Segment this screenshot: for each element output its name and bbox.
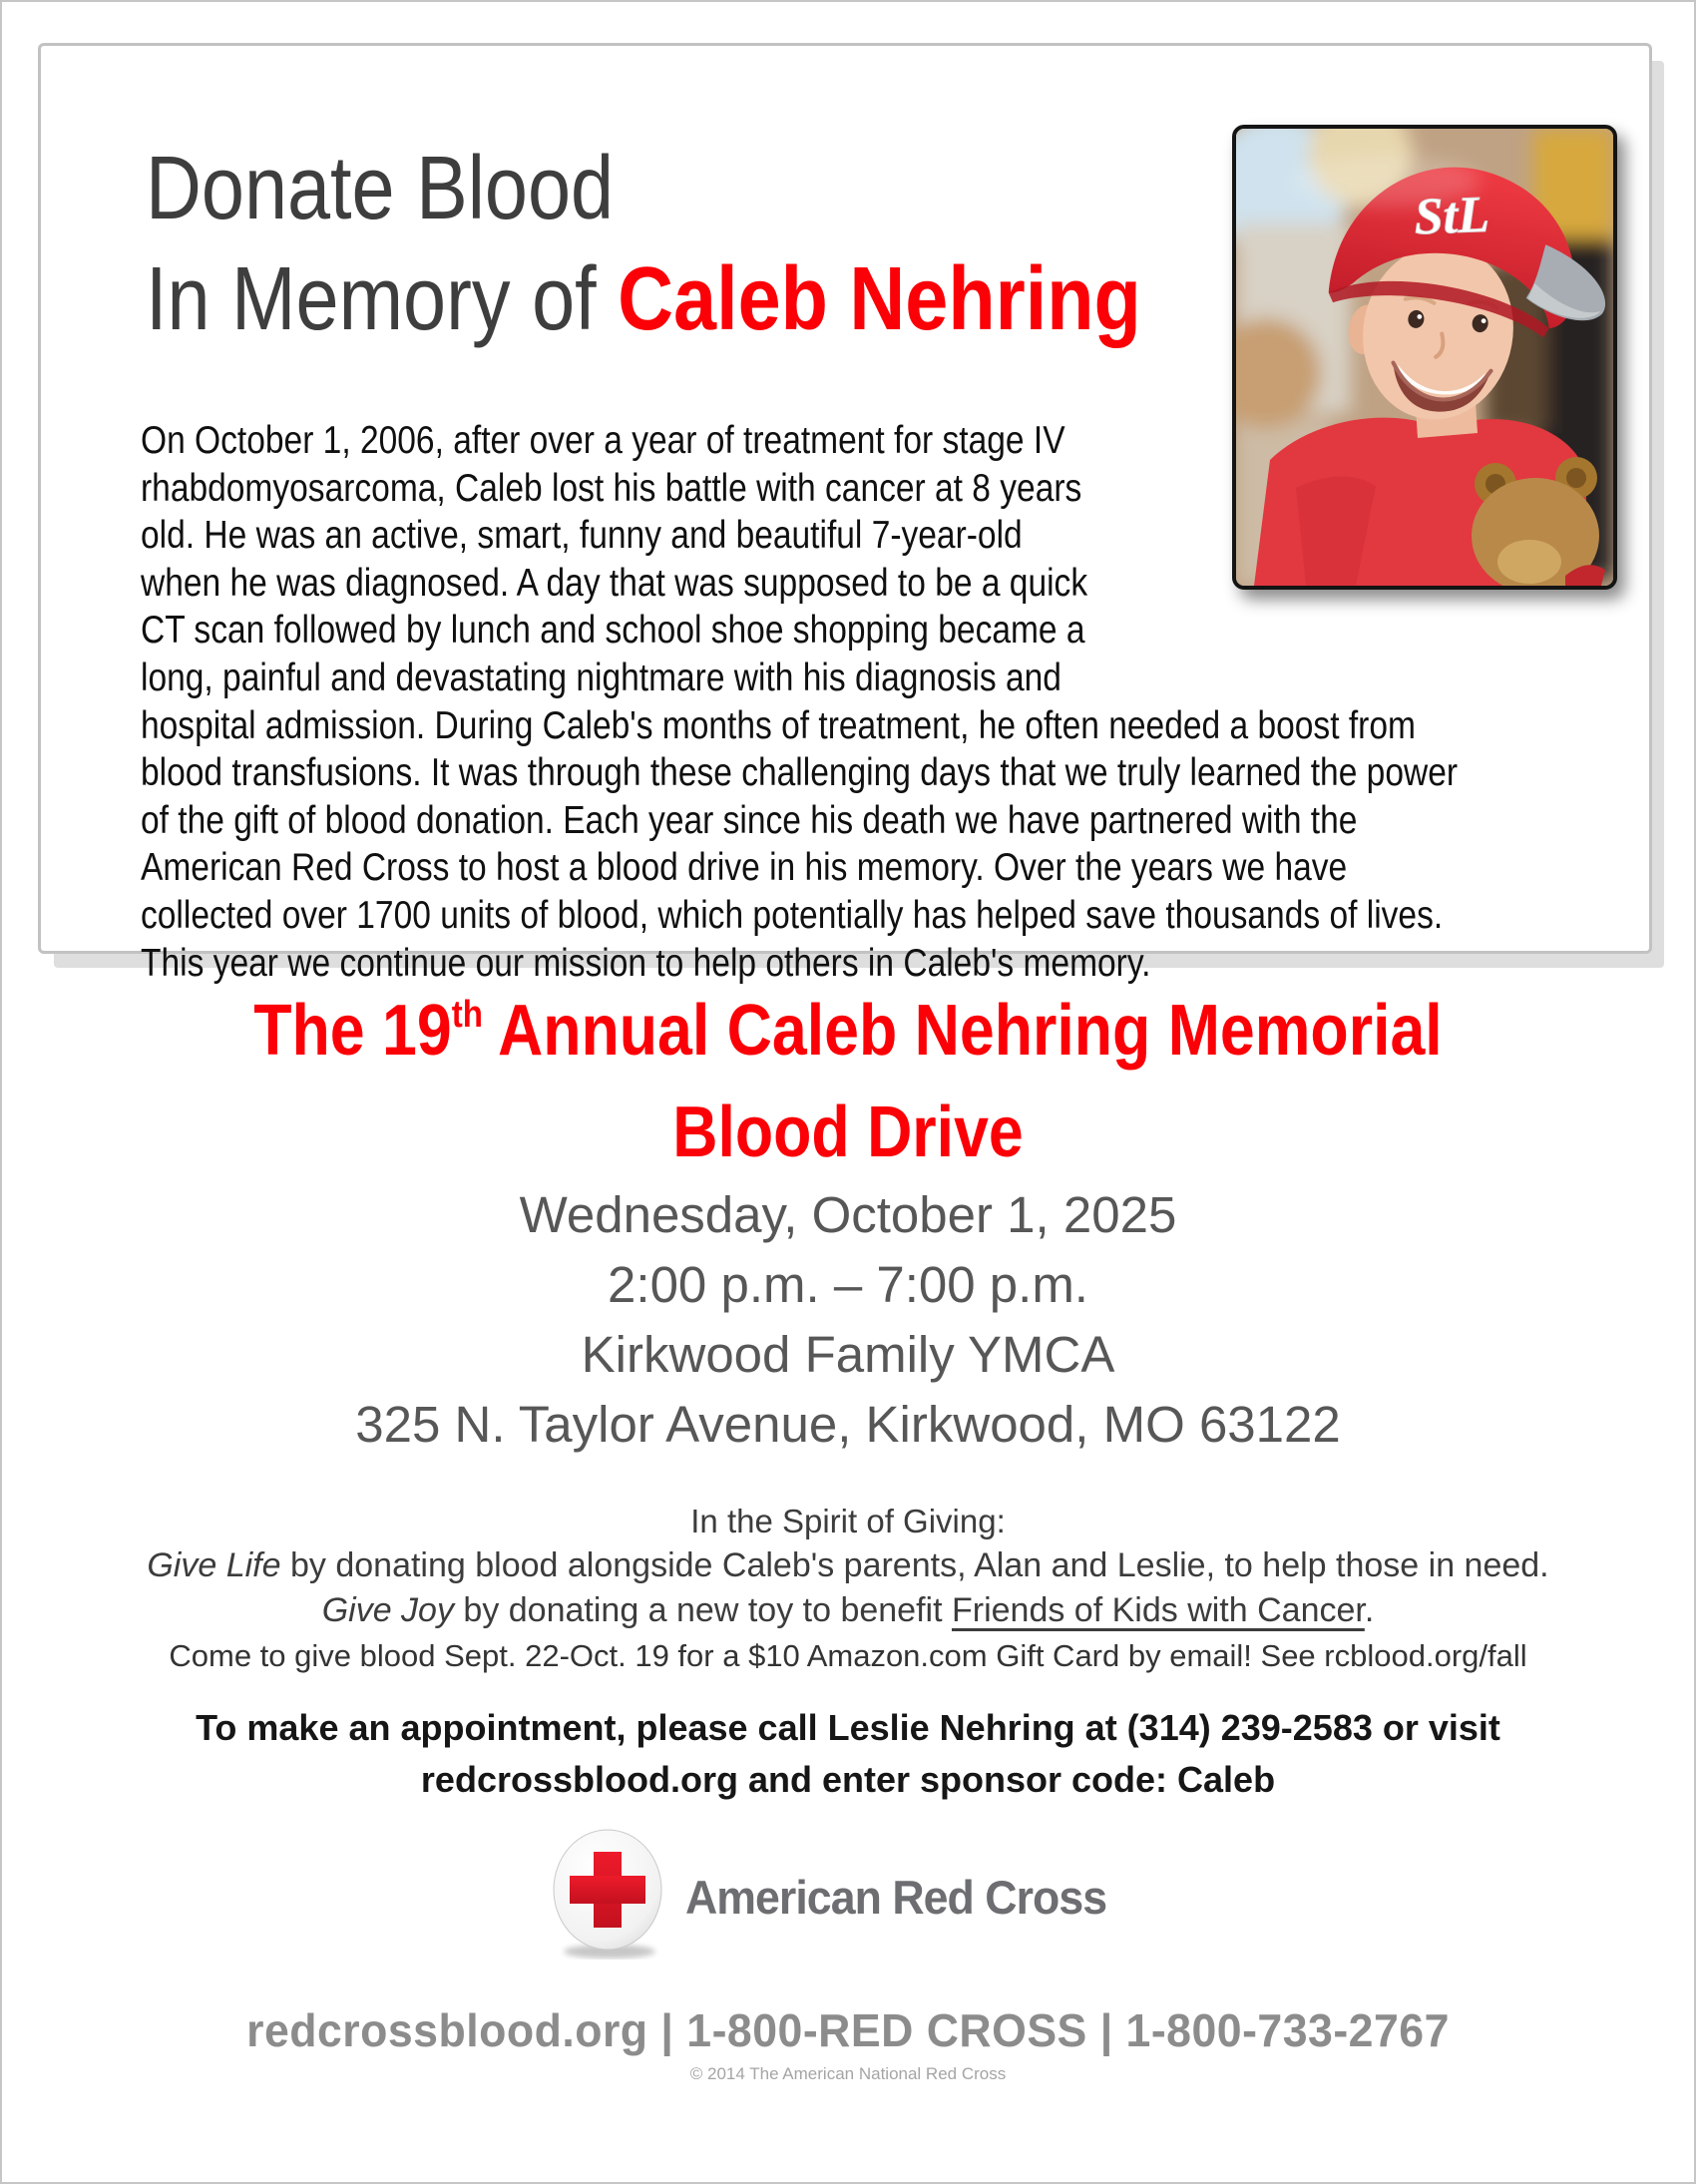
footer-copyright: © 2014 The American National Red Cross [689, 2064, 1007, 2083]
event-heading-suffix: Annual Caleb Nehring Memorial [482, 991, 1443, 1071]
paragraph-line: long, painful and devastating nightmare with his diagnosis and [141, 655, 1061, 699]
event-heading-line-2: Blood Drive [672, 1092, 1024, 1172]
gift-card-promo: Come to give blood Sept. 22-Oct. 19 for a $10 Amazon.com Gift Card by email! See rcblood.org/fall [169, 1638, 1527, 1673]
give-life-text: by donating blood alongside Caleb's parents, Alan and Leslie, to help those in need. [280, 1546, 1549, 1584]
title-memorial-name: Caleb Nehring [618, 249, 1141, 349]
event-date: Wednesday, October 1, 2025 [519, 1186, 1177, 1243]
paragraph-line: old. He was an active, smart, funny and beautiful 7-year-old [141, 514, 1023, 558]
appointment-line-1: To make an appointment, please call Leslie Nehring at (314) 239-2583 or visit [196, 1707, 1500, 1748]
paragraph-line: On October 1, 2006, after over a year of treatment for stage IV [141, 419, 1065, 462]
paragraph-line: blood transfusions. It was through these challenging days that we truly learned the power [141, 751, 1459, 795]
paragraph-line: CT scan followed by lunch and school shoe shopping became a [141, 609, 1085, 653]
give-life-line [0, 1543, 1696, 1588]
friends-of-kids-with-cancer-link[interactable]: Friends of Kids with Cancer [951, 1591, 1365, 1629]
american-red-cross-logo [552, 1824, 1150, 1993]
paragraph-line: hospital admission. During Caleb's months of treatment, he often needed a boost from [141, 703, 1416, 747]
give-life-emphasis: Give Life [147, 1546, 281, 1584]
title-line-2 [146, 244, 1141, 355]
spirit-heading: In the Spirit of Giving: [690, 1503, 1006, 1539]
page-title [146, 134, 1141, 355]
give-joy-line [0, 1588, 1696, 1633]
title-line-1: Donate Blood [146, 139, 615, 238]
event-details [0, 1180, 1696, 1460]
footer [0, 2003, 1696, 2084]
event-heading-ordinal: th [451, 994, 483, 1036]
paragraph-line: when he was diagnosed. A day that was supposed to be a quick [141, 561, 1088, 605]
event-venue: Kirkwood Family YMCA [581, 1326, 1115, 1383]
spirit-of-giving-section [0, 1499, 1696, 1679]
give-joy-period: . [1364, 1591, 1375, 1629]
event-heading-prefix: The 19 [253, 991, 452, 1071]
event-heading-line-1 [111, 986, 1586, 1088]
appointment-line-2: redcrossblood.org and enter sponsor code: Caleb [420, 1759, 1276, 1800]
give-joy-text: by donating a new toy to benefit [453, 1591, 952, 1629]
appointment-info [0, 1702, 1696, 1806]
paragraph-line: rhabdomyosarcoma, Caleb lost his battle with cancer at 8 years [141, 466, 1082, 510]
svg-text:StL: StL [1413, 186, 1490, 246]
event-time: 2:00 p.m. – 7:00 p.m. [608, 1256, 1088, 1313]
event-heading [111, 986, 1586, 1177]
red-cross-wordmark: American Red Cross [685, 1871, 1107, 1924]
caleb-photo-illustration [1236, 129, 1613, 586]
footer-contact-line: redcrossblood.org | 1-800-RED CROSS | 1-800-733-2767 [246, 2004, 1450, 2056]
caleb-photo [1232, 125, 1617, 590]
paragraph-line: American Red Cross to host a blood drive in his memory. Over the years we have [141, 846, 1348, 890]
paragraph-line: This year we continue our mission to help others in Caleb's memory. [141, 941, 1151, 985]
paragraph-line: collected over 1700 units of blood, which potentially has helped save thousands of lives. [141, 893, 1444, 937]
title-line-2-prefix: In Memory of [146, 249, 619, 349]
paragraph-line: of the gift of blood donation. Each year since his death we have partnered with the [141, 798, 1358, 842]
give-joy-emphasis: Give Joy [321, 1591, 454, 1629]
red-cross-oval-icon [552, 1828, 663, 1960]
event-address: 325 N. Taylor Avenue, Kirkwood, MO 63122 [355, 1396, 1341, 1453]
